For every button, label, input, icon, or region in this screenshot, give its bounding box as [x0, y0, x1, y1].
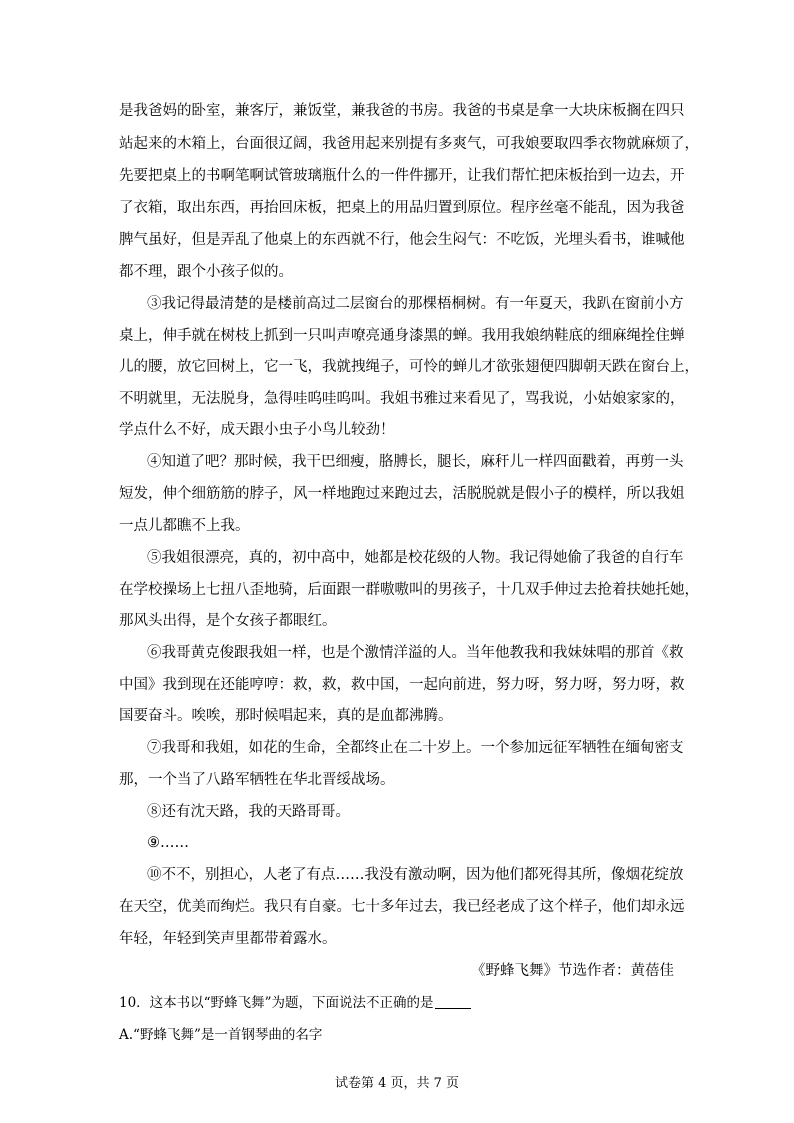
text-line: 那，一个当了八路军牺牲在华北晋绥战场。 [119, 772, 395, 788]
option-a: A.“野蜂飞舞”是一首钢琴曲的名字 [119, 1027, 323, 1043]
text-line: 脾气虽好，但是弄乱了他桌上的东西就不行，他会生闷气：不吃饭，光埋头看书，谁喊他 [119, 232, 685, 248]
text-line: ⑦我哥和我姐，如花的生命，全都终止在二十岁上。一个参加远征军牺牲在缅甸密支 [147, 740, 684, 756]
question-stem [119, 993, 471, 1013]
text-line: 在天空，优美而绚烂。我只有自豪。七十多年过去，我已经老成了这个样子，他们却永远 [119, 899, 685, 915]
text-line: ⑥我哥黄克俊跟我姐一样，也是个激情洋溢的人。当年他教我和我妹妹唱的那首《救 [147, 645, 684, 661]
text-line: ⑧还有沈天路，我的天路哥哥。 [147, 804, 350, 820]
text-line: 短发，伸个细筋筋的脖子，风一样地跑过来跑过去，活脱脱就是假小子的模样，所以我姐 [119, 486, 685, 502]
text-line: 国要奋斗。唉唉，那时候唱起来，真的是血都沸腾。 [119, 708, 453, 724]
text-line: 中国》我到现在还能哼哼：救，救，救中国，一起向前进，努力呀，努力呀，努力呀，救 [119, 677, 685, 693]
text-line: 学点什么不好，成天跟小虫子小鸟儿较劲！ [119, 422, 395, 438]
text-line: 儿的腰，放它回树上，它一飞，我就拽绳子，可怜的蝉儿才欲张翅便四脚朝天跌在窗台上， [119, 359, 699, 375]
text-line: 不明就里，无法脱身，急得哇呜哇呜叫。我姐书雅过来看见了，骂我说，小姑娘家家的， [119, 391, 685, 407]
text-line: ⑩不不，别担心，人老了有点……我没有激动啊，因为他们都死得其所，像烟花绽放 [147, 867, 684, 883]
answer-blank[interactable] [435, 994, 471, 1009]
text-line: 桌上，伸手就在树枝上抓到一只叫声嘹亮通身漆黑的蝉。我用我娘纳鞋底的细麻绳拴住蝉 [119, 328, 685, 344]
page-footer: 试卷第 4 页，共 7 页 [334, 1076, 460, 1091]
text-line: 在学校操场上七扭八歪地骑，后面跟一群嗷嗷叫的男孩子，十几双手伸过去抢着扶她托她， [119, 582, 699, 598]
question-stem-text: 10．这本书以“野蜂飞舞”为题，下面说法不正确的是 [119, 995, 434, 1011]
text-line: 了衣箱，取出东西，再抬回床板，把桌上的用品归置到原位。程序丝毫不能乱，因为我爸 [119, 200, 685, 216]
text-line: 站起来的木箱上，台面很辽阔，我爸用起来别提有多爽气，可我娘要取四季衣物就麻烦了， [119, 136, 699, 152]
text-line: 都不理，跟个小孩子似的。 [119, 264, 293, 280]
text-line: ⑨…… [147, 835, 189, 851]
text-line: ④知道了吧？那时候，我干巴细瘦，胳膊长，腿长，麻秆儿一样四面戳着，再剪一头 [147, 454, 684, 470]
text-line: 那风头出得，是个女孩子都眼红。 [119, 613, 337, 629]
text-line: 一点儿都瞧不上我。 [119, 518, 250, 534]
text-line: ⑤我姐很漂亮，真的，初中高中，她都是校花级的人物。我记得她偷了我爸的自行车 [147, 550, 684, 566]
text-line: 年轻，年轻到笑声里都带着露水。 [119, 931, 337, 947]
text-line: 先要把桌上的书啊笔啊试管玻璃瓶什么的一件件挪开，让我们帮忙把床板抬到一边去，开 [119, 168, 685, 184]
source-attribution: 《野蜂飞舞》节选作者：黄蓓佳 [471, 963, 674, 979]
text-line: ③我记得最清楚的是楼前高过二层窗台的那棵梧桐树。有一年夏天，我趴在窗前小方 [147, 296, 684, 312]
text-line: 是我爸妈的卧室，兼客厅，兼饭堂，兼我爸的书房。我爸的书桌是拿一大块床板搁在四只 [119, 103, 685, 119]
